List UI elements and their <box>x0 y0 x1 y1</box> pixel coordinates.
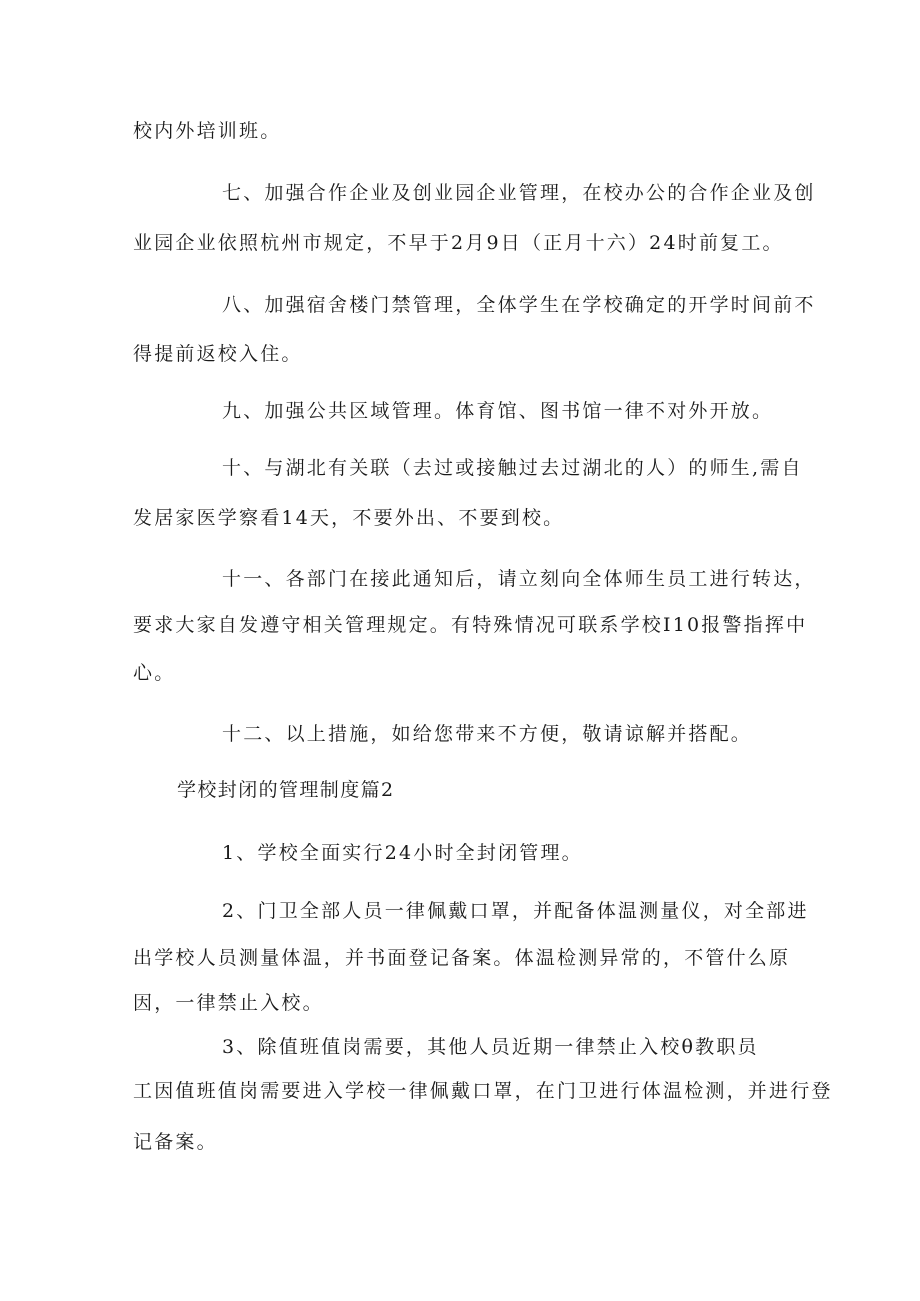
paragraph-8-line-2: 得提前返校入住。 <box>133 343 303 365</box>
paragraph-8-line-1: 八、加强宿舍楼门禁管理，全体学生在学校确定的开学时间前不 <box>222 294 816 316</box>
section-heading: 学校封闭的管理制度篇2 <box>177 779 395 801</box>
item-3-line-1: 3、除值班值岗需要，其他人员近期一律禁止入校θ教职员 <box>222 1036 759 1058</box>
item-3-line-3: 记备案。 <box>133 1131 218 1153</box>
paragraph-9: 九、加强公共区域管理。体育馆、图书馆一律不对外开放。 <box>222 400 774 422</box>
text-line: 校内外培训班。 <box>133 120 282 142</box>
paragraph-12: 十二、以上措施，如给您带来不方便，敬请谅解并搭配。 <box>222 723 753 745</box>
paragraph-10-line-1: 十、与湖北有关联（去过或接触过去过湖北的人）的师生,需自 <box>222 457 803 479</box>
item-3-line-2: 工因值班值岗需要进入学校一律佩戴口罩，在门卫进行体温检测，并进行登 <box>133 1080 833 1102</box>
paragraph-10-line-2: 发居家医学察看14天，不要外出、不要到校。 <box>133 507 565 529</box>
paragraph-11-line-3: 心。 <box>133 662 176 684</box>
paragraph-11-line-2: 要求大家自发遵守相关管理规定。有特殊情况可联系学校I10报警指挥中 <box>133 614 808 636</box>
paragraph-7-line-1: 七、加强合作企业及创业园企业管理，在校办公的合作企业及创 <box>222 182 816 204</box>
paragraph-11-line-1: 十一、各部门在接此通知后，请立刻向全体师生员工进行转达， <box>222 568 816 590</box>
item-2-line-3: 因，一律禁止入校。 <box>133 992 324 1014</box>
paragraph-7-line-2: 业园企业依照杭州市规定，不早于2月9日（正月十六）24时前复工。 <box>133 232 784 254</box>
item-1: 1、学校全面实行24小时全封闭管理。 <box>222 842 583 864</box>
item-2-line-1: 2、门卫全部人员一律佩戴口罩，并配备体温测量仪，对全部进 <box>222 900 809 922</box>
item-2-line-2: 出学校人员测量体温，并书面登记备案。体温检测异常的，不管什么原 <box>133 947 791 969</box>
